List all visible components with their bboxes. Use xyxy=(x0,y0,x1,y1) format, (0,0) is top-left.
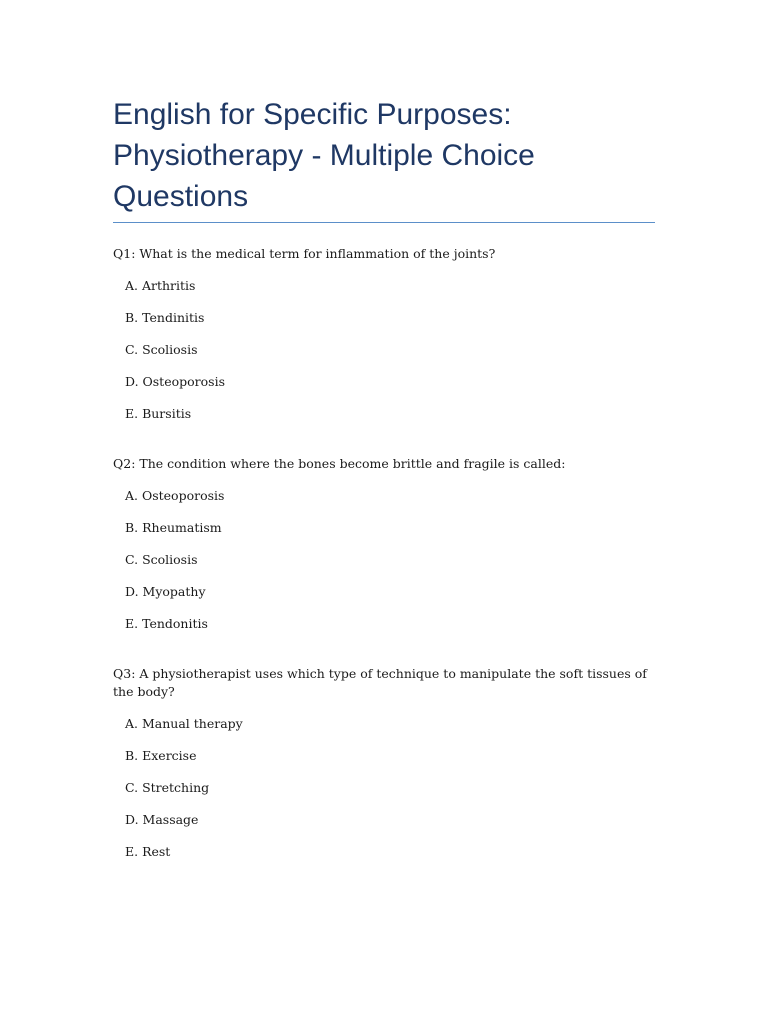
option-list xyxy=(113,277,655,423)
option-list xyxy=(113,487,655,633)
option-item: C. Scoliosis xyxy=(125,552,198,567)
option-item: B. Tendinitis xyxy=(125,310,205,325)
option-item: D. Massage xyxy=(125,812,199,827)
option-item: C. Scoliosis xyxy=(125,342,198,357)
question-block xyxy=(113,455,655,633)
document-title: English for Specific Purposes: Physiotherapy - Multiple Choice Questions xyxy=(113,98,535,213)
question-list xyxy=(113,245,655,861)
option-item: B. Rheumatism xyxy=(125,520,222,535)
question-text: Q2: The condition where the bones become brittle and fragile is called: xyxy=(113,456,566,471)
option-item: B. Exercise xyxy=(125,748,197,763)
option-item: E. Rest xyxy=(125,844,171,859)
option-list xyxy=(113,715,655,861)
option-item: A. Manual therapy xyxy=(125,716,243,731)
question-block xyxy=(113,665,655,861)
option-item: D. Osteoporosis xyxy=(125,374,225,389)
document-page xyxy=(113,94,655,893)
option-item: D. Myopathy xyxy=(125,584,206,599)
title-divider xyxy=(113,222,655,223)
option-item: C. Stretching xyxy=(125,780,210,795)
question-block xyxy=(113,245,655,423)
question-text: Q3: A physiotherapist uses which type of technique to manipulate the soft tissues of the body? xyxy=(113,666,647,699)
question-text: Q1: What is the medical term for inflammation of the joints? xyxy=(113,246,496,261)
option-item: A. Osteoporosis xyxy=(125,488,225,503)
option-item: E. Tendonitis xyxy=(125,616,208,631)
option-item: A. Arthritis xyxy=(125,278,196,293)
option-item: E. Bursitis xyxy=(125,406,192,421)
